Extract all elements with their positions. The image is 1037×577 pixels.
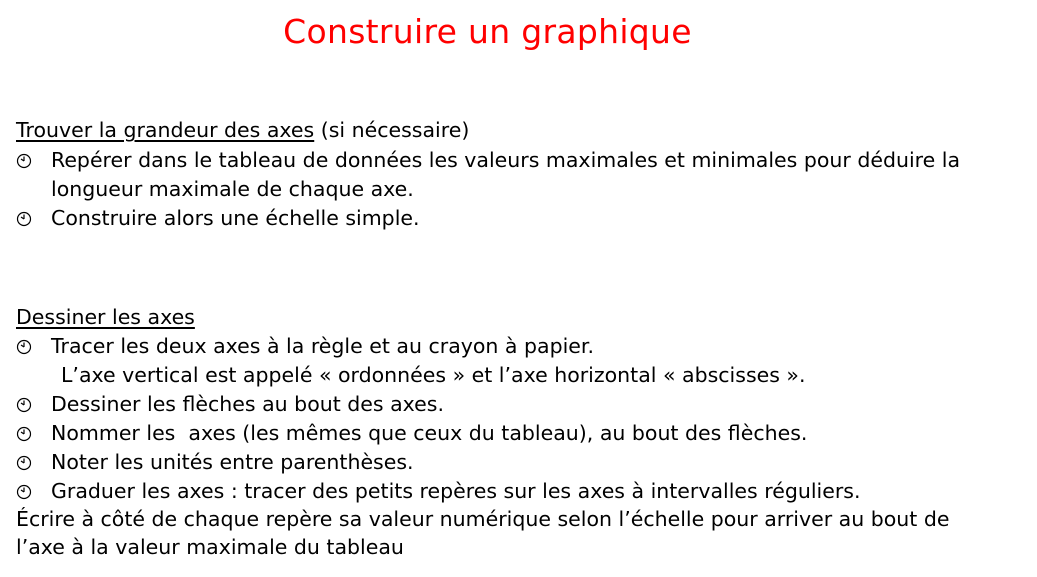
section-heading-axis-size xyxy=(16,116,469,145)
clock-icon xyxy=(16,397,32,413)
clock-icon xyxy=(16,426,32,442)
list-item xyxy=(16,448,1026,477)
list-item-text: Noter les unités entre parenthèses. xyxy=(51,450,414,474)
list-item-text: Graduer les axes : tracer des petits repères sur les axes à intervalles réguliers. xyxy=(51,479,861,503)
list-item-text: Dessiner les flèches au bout des axes. xyxy=(51,392,444,416)
closing-line: Écrire à côté de chaque repère sa valeur numérique selon l’échelle pour arriver au bout de xyxy=(16,507,950,531)
list-item xyxy=(16,419,1026,448)
list-item-text: Construire alors une échelle simple. xyxy=(51,206,420,230)
list-item-text: Tracer les deux axes à la règle et au crayon à papier. xyxy=(51,334,594,358)
section-heading-text: Trouver la grandeur des axes xyxy=(16,118,315,142)
list-item-text: Nommer les axes (les mêmes que ceux du tableau), au bout des flèches. xyxy=(51,421,808,445)
axis-names-note: L’axe vertical est appelé « ordonnées » et l’axe horizontal « abscisses ». xyxy=(61,363,806,387)
clock-icon xyxy=(16,211,32,227)
section-heading-text: Dessiner les axes xyxy=(16,305,195,329)
section-heading-draw-axes xyxy=(16,303,195,332)
clock-icon xyxy=(16,455,32,471)
closing-line: l’axe à la valeur maximale du tableau xyxy=(16,535,404,559)
section-heading-note: (si nécessaire) xyxy=(314,118,470,142)
list-item xyxy=(16,390,1026,419)
list-item-text: Repérer dans le tableau de données les valeurs maximales et minimales pour déduire la longueur maximale de chaque axe. xyxy=(51,148,961,201)
clock-icon xyxy=(16,339,32,355)
clock-icon xyxy=(16,484,32,500)
list-item xyxy=(16,477,1026,506)
clock-icon xyxy=(16,153,32,169)
page-title: Construire un graphique xyxy=(283,12,692,51)
list-item xyxy=(16,204,1026,233)
list-item xyxy=(16,332,1026,361)
list-item xyxy=(16,146,1026,204)
